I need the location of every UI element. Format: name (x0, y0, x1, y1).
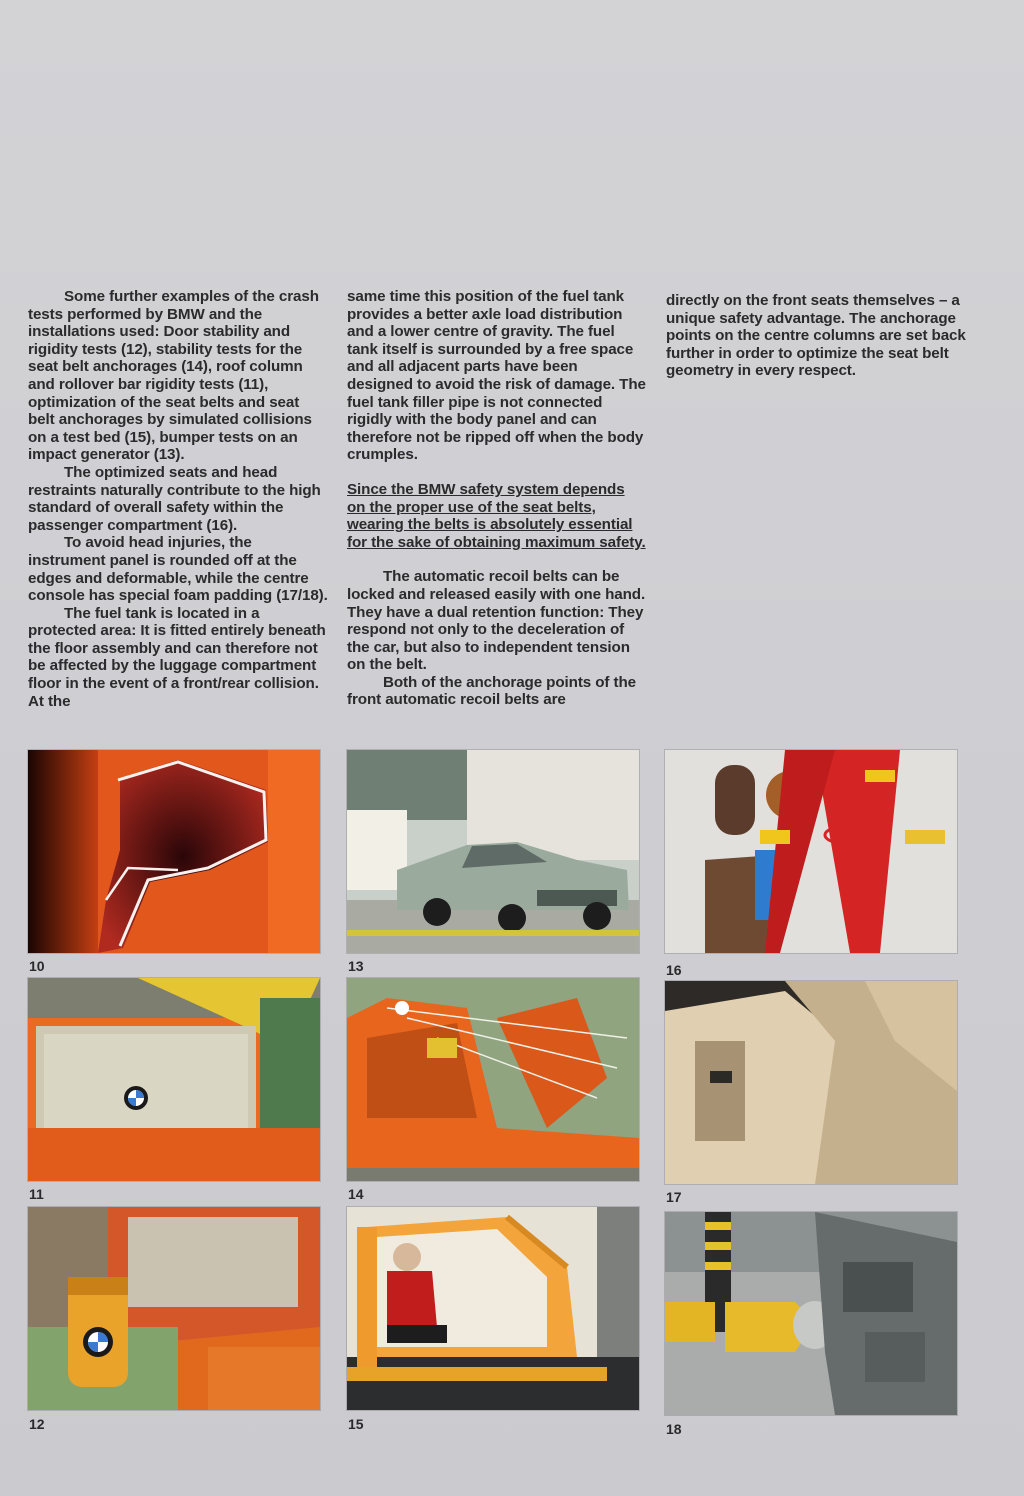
photo-16-head-restraint-test (665, 750, 957, 953)
photo-number-10: 10 (29, 958, 45, 974)
photo-number-16: 16 (666, 962, 682, 978)
text-column-1 (28, 288, 328, 710)
photo-12-door-stability-test (28, 1207, 320, 1410)
paragraph-seats: The optimized seats and head restraints naturally contribute to the high standard of overall safety within the passenger compartment (16). (28, 463, 321, 534)
paragraph-fuel-tank-continued: same time this position of the fuel tank provides a better axle load distribution and a lower centre of gravity. The fuel tank itself is surrounded by a free space and all adjacent parts have been designed to avoid the risk of damage. The fuel tank filler pipe is not connected rigidly with the body panel and can therefore not be ripped off when the body crumples. (347, 288, 646, 464)
paragraph-anchorage-points: Both of the anchorage points of the front automatic recoil belts are (347, 673, 636, 709)
photo-number-13: 13 (348, 958, 364, 974)
text-column-2 (347, 288, 647, 709)
paragraph-head-injuries: To avoid head injuries, the instrument panel is rounded off at the edges and deformable, while the centre console has special foam padding (17/18). (28, 534, 328, 605)
photo-number-17: 17 (666, 1189, 682, 1205)
paragraph-fuel-tank: The fuel tank is located in a protected area: It is fitted entirely beneath the floor assembly and can therefore not be affected by the luggage compartment floor in the event of a front/rear collision. At the (28, 604, 326, 710)
paragraph-recoil-belts: The automatic recoil belts can be locked and released easily with one hand. They have a dual retention function: They respond not only to the deceleration of the car, but also to independent tension on the belt. (347, 568, 646, 674)
photo-number-15: 15 (348, 1416, 364, 1432)
photo-11-roof-rigidity-test (28, 978, 320, 1181)
photo-number-14: 14 (348, 1186, 364, 1202)
photo-17-centre-console (665, 981, 957, 1184)
paragraph-safety-emphasis: Since the BMW safety system depends on the proper use of the seat belts, wearing the belts is absolutely essential for the sake of obtaining maximum safety. (347, 480, 646, 551)
text-column-3 (666, 292, 966, 380)
photo-number-12: 12 (29, 1416, 45, 1432)
photo-13-bumper-impact-test (347, 750, 639, 953)
photo-15-test-bed-simulation (347, 1207, 639, 1410)
photo-number-11: 11 (29, 1186, 44, 1202)
photo-18-instrument-panel-test (665, 1212, 957, 1415)
photo-number-18: 18 (666, 1421, 682, 1437)
photo-10-door-profile (28, 750, 320, 953)
photo-14-belt-anchorage-test (347, 978, 639, 1181)
paragraph-front-seats: directly on the front seats themselves – a unique safety advantage. The anchorage points on the centre columns are set back further in order to optimize the seat belt geometry in every respect. (666, 292, 966, 380)
paragraph-crash-tests: Some further examples of the crash tests performed by BMW and the installations used: Door stability and rigidity tests (12), stability tests for the seat belt anchorages (14), roof column and rollover bar rigidity tests (11), optimization of the seat belts and seat belt anchorages by simulated collisions on a test bed (15), bumper tests on an impact generator (13). (28, 288, 319, 464)
